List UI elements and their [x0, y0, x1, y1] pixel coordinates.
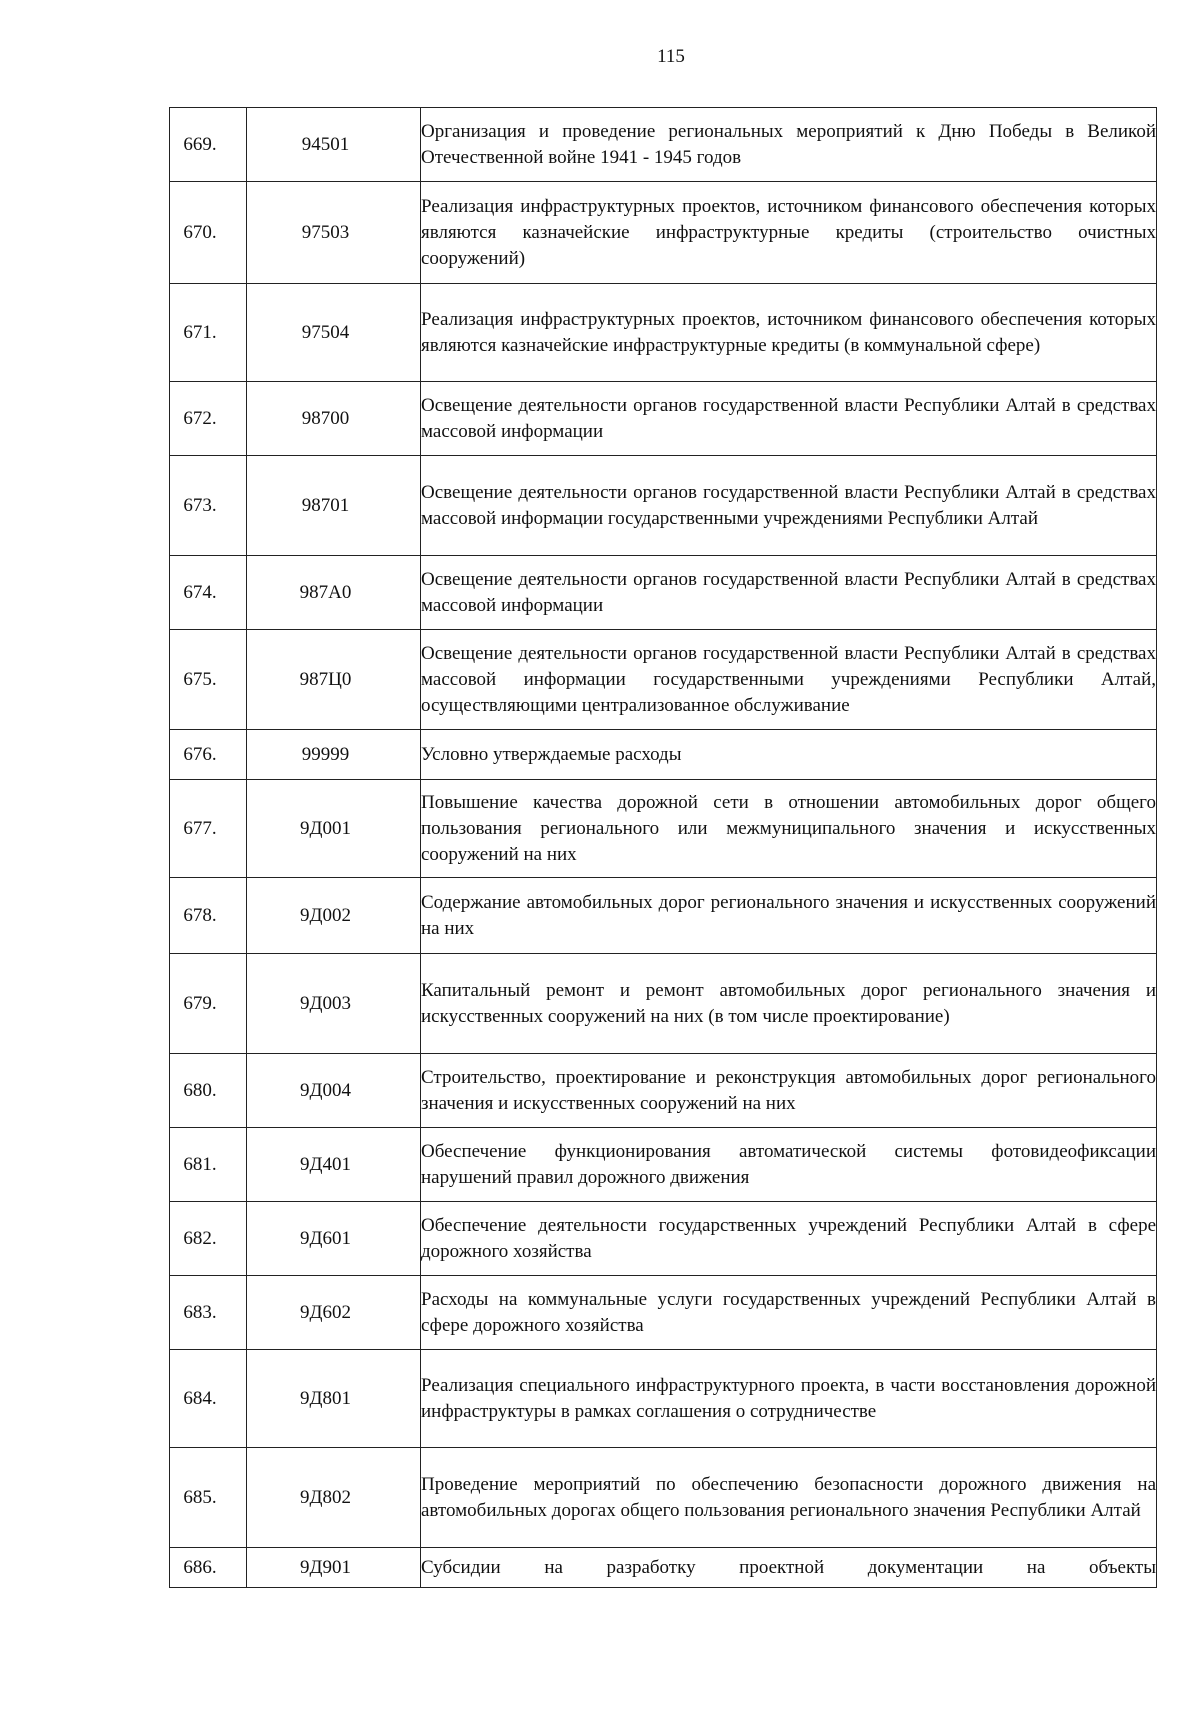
row-number-cell: [170, 1350, 247, 1448]
row-number: 681.: [183, 1153, 217, 1175]
row-number-cell: [170, 1548, 247, 1588]
row-number-cell: [170, 456, 247, 556]
row-code: 97504: [301, 321, 350, 343]
row-number: 672.: [183, 407, 217, 429]
row-number-cell: [170, 108, 247, 182]
code-cell: [247, 556, 421, 630]
code-cell: [247, 1054, 421, 1128]
table-row: [170, 780, 1157, 878]
row-code: 9Д004: [300, 1079, 351, 1101]
row-number: 670.: [183, 221, 217, 243]
table-row: [170, 1448, 1157, 1548]
row-description: Освещение деятельности органов государственной власти Республики Алтай в средствах массовой информации государственными учреждениями Республики Алтай: [421, 456, 1157, 556]
table-row: [170, 1548, 1157, 1588]
table-row: [170, 630, 1157, 730]
row-description: Условно утверждаемые расходы: [421, 730, 1157, 780]
row-number: 677.: [183, 817, 217, 839]
row-code: 9Д002: [300, 904, 351, 926]
row-description: Реализация инфраструктурных проектов, источником финансового обеспечения которых являются казначейские инфраструктурные кредиты (строительство очистных сооружений): [421, 182, 1157, 284]
row-number-cell: [170, 382, 247, 456]
table-row: [170, 108, 1157, 182]
code-cell: [247, 1448, 421, 1548]
row-description: Повышение качества дорожной сети в отношении автомобильных дорог общего пользования регионального или межмуниципального значения и искусственных сооружений на них: [421, 780, 1157, 878]
table-row: [170, 284, 1157, 382]
row-number-cell: [170, 954, 247, 1054]
code-cell: [247, 1548, 421, 1588]
table-row: [170, 1276, 1157, 1350]
row-code: 9Д602: [300, 1301, 351, 1323]
row-description: Освещение деятельности органов государственной власти Республики Алтай в средствах массовой информации: [421, 556, 1157, 630]
row-number: 673.: [183, 494, 217, 516]
row-number: 684.: [183, 1387, 217, 1409]
row-number-cell: [170, 284, 247, 382]
row-code: 9Д801: [300, 1387, 351, 1409]
row-number: 679.: [183, 992, 217, 1014]
row-number-cell: [170, 1054, 247, 1128]
code-cell: [247, 730, 421, 780]
table-row: [170, 1128, 1157, 1202]
row-number: 685.: [183, 1486, 217, 1508]
row-description: Реализация специального инфраструктурного проекта, в части восстановления дорожной инфраструктуры в рамках соглашения о сотрудничестве: [421, 1350, 1157, 1448]
row-description: Освещение деятельности органов государственной власти Республики Алтай в средствах массовой информации государственными учреждениями Республики Алтай, осуществляющими централизованное обслуживание: [421, 630, 1157, 730]
code-cell: [247, 878, 421, 954]
row-description: Организация и проведение региональных мероприятий к Дню Победы в Великой Отечественной войне 1941 - 1945 годов: [421, 108, 1157, 182]
row-number-cell: [170, 878, 247, 954]
row-code: 98701: [301, 494, 350, 516]
code-cell: [247, 182, 421, 284]
row-code: 98700: [301, 407, 350, 429]
row-code: 97503: [301, 221, 350, 243]
row-number: 682.: [183, 1227, 217, 1249]
row-number: 669.: [183, 133, 217, 155]
code-cell: [247, 382, 421, 456]
row-number: 676.: [183, 743, 217, 765]
row-number-cell: [170, 1128, 247, 1202]
row-description: Обеспечение деятельности государственных учреждений Республики Алтай в сфере дорожного хозяйства: [421, 1202, 1157, 1276]
code-cell: [247, 630, 421, 730]
code-cell: [247, 284, 421, 382]
row-number-cell: [170, 780, 247, 878]
code-cell: [247, 1276, 421, 1350]
row-code: 987Ц0: [299, 668, 352, 690]
row-code: 9Д401: [300, 1153, 351, 1175]
row-description: Содержание автомобильных дорог регионального значения и искусственных сооружений на них: [421, 878, 1157, 954]
code-cell: [247, 1202, 421, 1276]
row-code: 9Д001: [300, 817, 351, 839]
row-number-cell: [170, 1448, 247, 1548]
code-cell: [247, 1128, 421, 1202]
row-number: 674.: [183, 581, 217, 603]
table-row: [170, 1054, 1157, 1128]
row-number: 671.: [183, 321, 217, 343]
row-code: 987А0: [299, 581, 352, 603]
table-row: [170, 954, 1157, 1054]
table-row: [170, 456, 1157, 556]
row-number: 675.: [183, 668, 217, 690]
row-number-cell: [170, 730, 247, 780]
row-description: Обеспечение функционирования автоматической системы фотовидеофиксации нарушений правил дорожного движения: [421, 1128, 1157, 1202]
table-row: [170, 182, 1157, 284]
row-number-cell: [170, 556, 247, 630]
row-description: Освещение деятельности органов государственной власти Республики Алтай в средствах массовой информации: [421, 382, 1157, 456]
code-cell: [247, 780, 421, 878]
row-code: 9Д003: [300, 992, 351, 1014]
table-row: [170, 1350, 1157, 1448]
budget-codes-table: [169, 107, 1157, 1588]
row-number: 686.: [183, 1556, 217, 1578]
row-number: 680.: [183, 1079, 217, 1101]
table-row: [170, 556, 1157, 630]
row-description: Строительство, проектирование и реконструкция автомобильных дорог регионального значения и искусственных сооружений на них: [421, 1054, 1157, 1128]
page-number: 115: [657, 46, 685, 67]
row-description: Расходы на коммунальные услуги государственных учреждений Республики Алтай в сфере дорожного хозяйства: [421, 1276, 1157, 1350]
table-row: [170, 878, 1157, 954]
row-description: Капитальный ремонт и ремонт автомобильных дорог регионального значения и искусственных сооружений на них (в том числе проектирование): [421, 954, 1157, 1054]
row-number: 683.: [183, 1301, 217, 1323]
row-code: 9Д802: [300, 1486, 351, 1508]
row-code: 99999: [301, 743, 350, 765]
row-number: 678.: [183, 904, 217, 926]
row-code: 9Д901: [300, 1556, 351, 1578]
row-number-cell: [170, 630, 247, 730]
row-description: Субсидии на разработку проектной документации на объекты: [421, 1548, 1157, 1588]
row-code: 9Д601: [300, 1227, 351, 1249]
code-cell: [247, 456, 421, 556]
table-row: [170, 730, 1157, 780]
row-description: Реализация инфраструктурных проектов, источником финансового обеспечения которых являются казначейские инфраструктурные кредиты (в коммунальной сфере): [421, 284, 1157, 382]
code-cell: [247, 108, 421, 182]
table-row: [170, 1202, 1157, 1276]
code-cell: [247, 1350, 421, 1448]
code-cell: [247, 954, 421, 1054]
row-number-cell: [170, 182, 247, 284]
row-code: 94501: [301, 133, 350, 155]
row-description: Проведение мероприятий по обеспечению безопасности дорожного движения на автомобильных дорогах общего пользования регионального значения Республики Алтай: [421, 1448, 1157, 1548]
row-number-cell: [170, 1202, 247, 1276]
row-number-cell: [170, 1276, 247, 1350]
table-row: [170, 382, 1157, 456]
